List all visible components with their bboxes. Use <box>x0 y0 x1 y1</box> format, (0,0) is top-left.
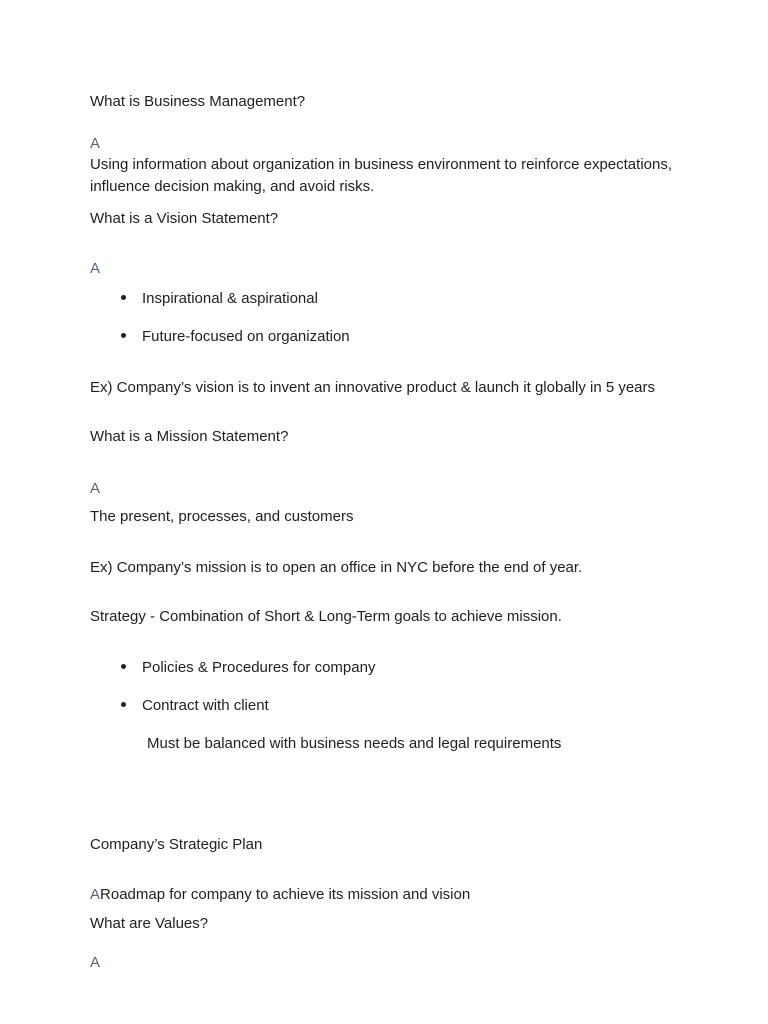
bullet-icon <box>121 295 126 300</box>
answer-label: A <box>90 954 101 971</box>
question-vision-statement: What is a Vision Statement? <box>90 210 279 227</box>
list-item: Contract with client <box>121 695 269 717</box>
answer-label: A <box>90 886 101 903</box>
answer-strategic-plan: ARoadmap for company to achieve its mission and vision <box>90 886 471 903</box>
list-item: Future-focused on organization <box>121 326 350 348</box>
answer-label: A <box>90 135 101 152</box>
bullet-icon <box>121 664 126 669</box>
strategy-note: Must be balanced with business needs and legal requirements <box>147 735 562 752</box>
question-mission-statement: What is a Mission Statement? <box>90 428 289 445</box>
answer-business-management: Using information about organization in business environment to reinforce expectations, influence decision making, and avoid risks. <box>90 156 672 195</box>
bullet-icon <box>121 702 126 707</box>
strategy-definition: Strategy - Combination of Short & Long-Term goals to achieve mission. <box>90 608 562 625</box>
list-item: Policies & Procedures for company <box>121 657 375 679</box>
answer-mission-statement: The present, processes, and customers <box>90 508 354 525</box>
heading-strategic-plan: Company’s Strategic Plan <box>90 836 263 853</box>
mission-example: Ex) Company’s mission is to open an office in NYC before the end of year. <box>90 559 583 576</box>
answer-label: A <box>90 480 101 497</box>
vision-example: Ex) Company’s vision is to invent an innovative product & launch it globally in 5 years <box>90 379 656 396</box>
list-item: Inspirational & aspirational <box>121 288 318 310</box>
answer-label: A <box>90 260 101 277</box>
bullet-icon <box>121 333 126 338</box>
question-values: What are Values? <box>90 915 209 932</box>
question-business-management: What is Business Management? <box>90 93 306 110</box>
